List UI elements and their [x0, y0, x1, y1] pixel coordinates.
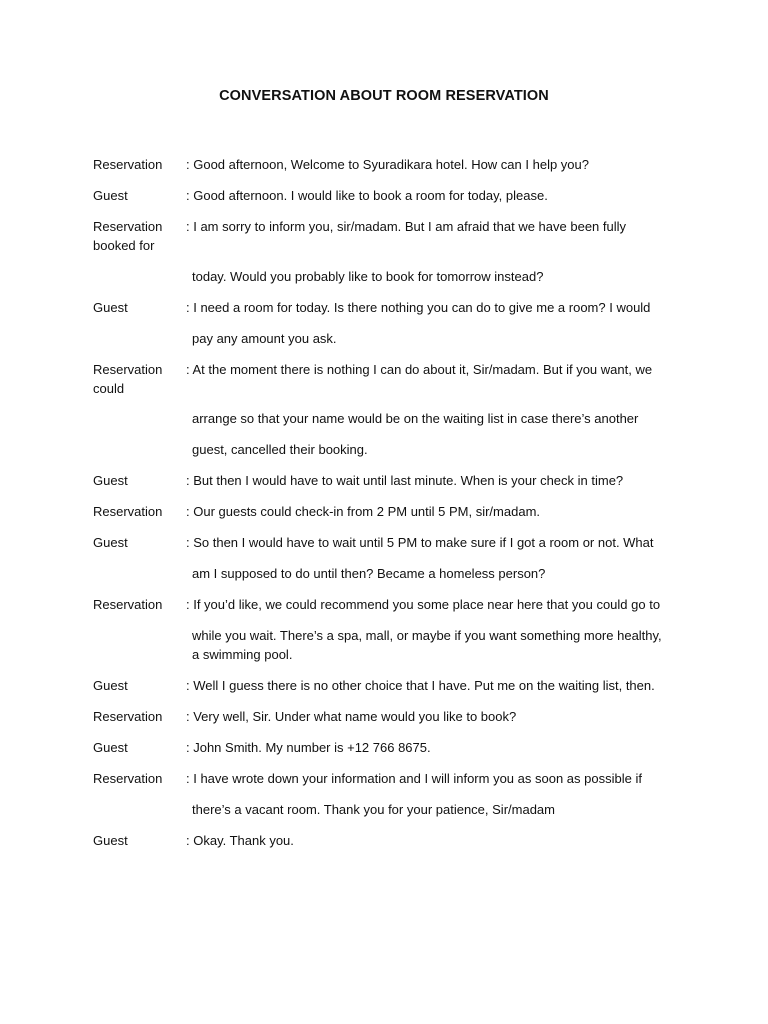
dialogue-text: : But then I would have to wait until last minute. When is your check in time?: [186, 473, 624, 488]
speaker-label: Reservation: [93, 504, 163, 519]
dialogue-text-continuation: there’s a vacant room. Thank you for your patience, Sir/madam: [192, 802, 555, 817]
dialogue-text: : So then I would have to wait until 5 PM to make sure if I got a room or not. What: [186, 535, 654, 550]
speaker-label: Reservation: [93, 362, 163, 377]
dialogue-text: : Very well, Sir. Under what name would you like to book?: [186, 709, 517, 724]
speaker-label: Guest: [93, 473, 128, 488]
dialogue-text: : Well I guess there is no other choice that I have. Put me on the waiting list, then.: [186, 678, 655, 693]
dialogue-text-continuation: pay any amount you ask.: [192, 331, 337, 346]
dialogue-text: : Okay. Thank you.: [186, 833, 294, 848]
dialogue-text: : John Smith. My number is +12 766 8675.: [186, 740, 431, 755]
dialogue-text-continuation: guest, cancelled their booking.: [192, 442, 368, 457]
page-title: CONVERSATION ABOUT ROOM RESERVATION: [219, 88, 549, 104]
dialogue-text: : Good afternoon. I would like to book a room for today, please.: [186, 188, 548, 203]
speaker-label: Reservation: [93, 771, 163, 786]
dialogue-text: : I have wrote down your information and I will inform you as soon as possible if: [186, 771, 642, 786]
speaker-label: Guest: [93, 740, 128, 755]
speaker-label: Guest: [93, 300, 128, 315]
dialogue-text-continuation: today. Would you probably like to book for tomorrow instead?: [192, 269, 544, 284]
speaker-label: Reservation: [93, 709, 163, 724]
dialogue-text: : I need a room for today. Is there nothing you can do to give me a room? I would: [186, 300, 651, 315]
speaker-label: Reservation: [93, 597, 163, 612]
dialogue-text: : I am sorry to inform you, sir/madam. But I am afraid that we have been fully: [186, 219, 627, 234]
dialogue-text-continuation: arrange so that your name would be on the waiting list in case there’s another: [192, 411, 639, 426]
speaker-label: Guest: [93, 678, 128, 693]
speaker-label: Reservation: [93, 157, 163, 172]
speaker-label: Guest: [93, 535, 128, 550]
speaker-label-continuation: could: [93, 381, 125, 396]
dialogue-text: : If you’d like, we could recommend you some place near here that you could go to: [186, 597, 661, 612]
dialogue-text: : Good afternoon, Welcome to Syuradikara hotel. How can I help you?: [186, 157, 589, 172]
dialogue-text: : At the moment there is nothing I can do about it, Sir/madam. But if you want, we: [186, 362, 653, 377]
speaker-label: Reservation: [93, 219, 163, 234]
dialogue-text: : Our guests could check-in from 2 PM until 5 PM, sir/madam.: [186, 504, 541, 519]
speaker-label-continuation: booked for: [93, 238, 155, 253]
dialogue-text-continuation: while you wait. There’s a spa, mall, or maybe if you want something more healthy,: [192, 628, 662, 643]
dialogue-text-continuation: a swimming pool.: [192, 647, 293, 662]
dialogue-text-continuation: am I supposed to do until then? Became a homeless person?: [192, 566, 546, 581]
speaker-label: Guest: [93, 188, 128, 203]
speaker-label: Guest: [93, 833, 128, 848]
